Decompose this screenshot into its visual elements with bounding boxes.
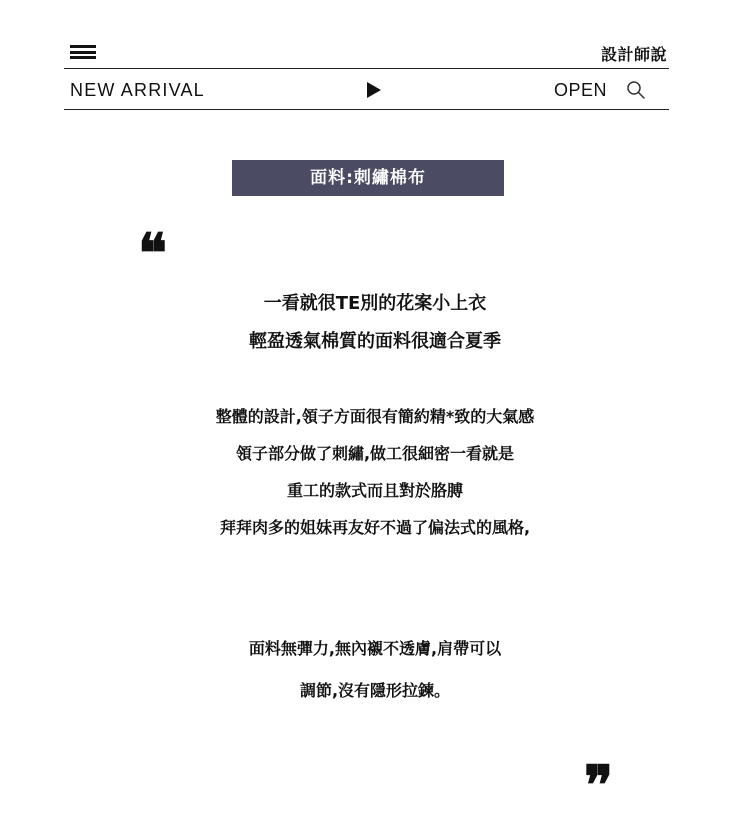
design-line: 領子部分做了刺繡,做工很細密一看就是: [235, 444, 515, 463]
open-quote-icon: ❝: [138, 221, 162, 285]
play-icon[interactable]: [367, 82, 381, 98]
design-line: 拜拜肉多的姐妹再友好不過了偏法式的風格,: [219, 518, 531, 537]
fabric-banner: 面料:刺繡棉布: [232, 160, 504, 196]
top-bar: [64, 38, 669, 69]
search-icon[interactable]: [626, 80, 646, 100]
fabric-line: 調節,沒有隱形拉鍊。: [299, 681, 451, 700]
design-line: 整體的設計,領子方面很有簡約精*致的大氣感: [215, 407, 535, 426]
design-text: [0, 403, 750, 551]
open-button[interactable]: OPEN: [554, 80, 608, 100]
intro-line: 一看就很TE別的花案小上衣: [263, 293, 487, 314]
designer-says-title: 設計師說: [600, 45, 667, 64]
hamburger-menu-icon[interactable]: [70, 45, 96, 59]
nav-bar: [64, 69, 669, 110]
close-quote-icon: ❞: [584, 753, 608, 817]
fabric-line: 面料無彈力,無內襯不透膚,肩帶可以: [248, 639, 502, 658]
new-arrival-link[interactable]: NEW ARRIVAL: [70, 80, 205, 100]
intro-line: 輕盈透氣棉質的面料很適合夏季: [249, 331, 501, 352]
intro-text: [0, 290, 750, 366]
design-line: 重工的款式而且對於胳膊: [286, 481, 463, 500]
fabric-text: [0, 635, 750, 719]
